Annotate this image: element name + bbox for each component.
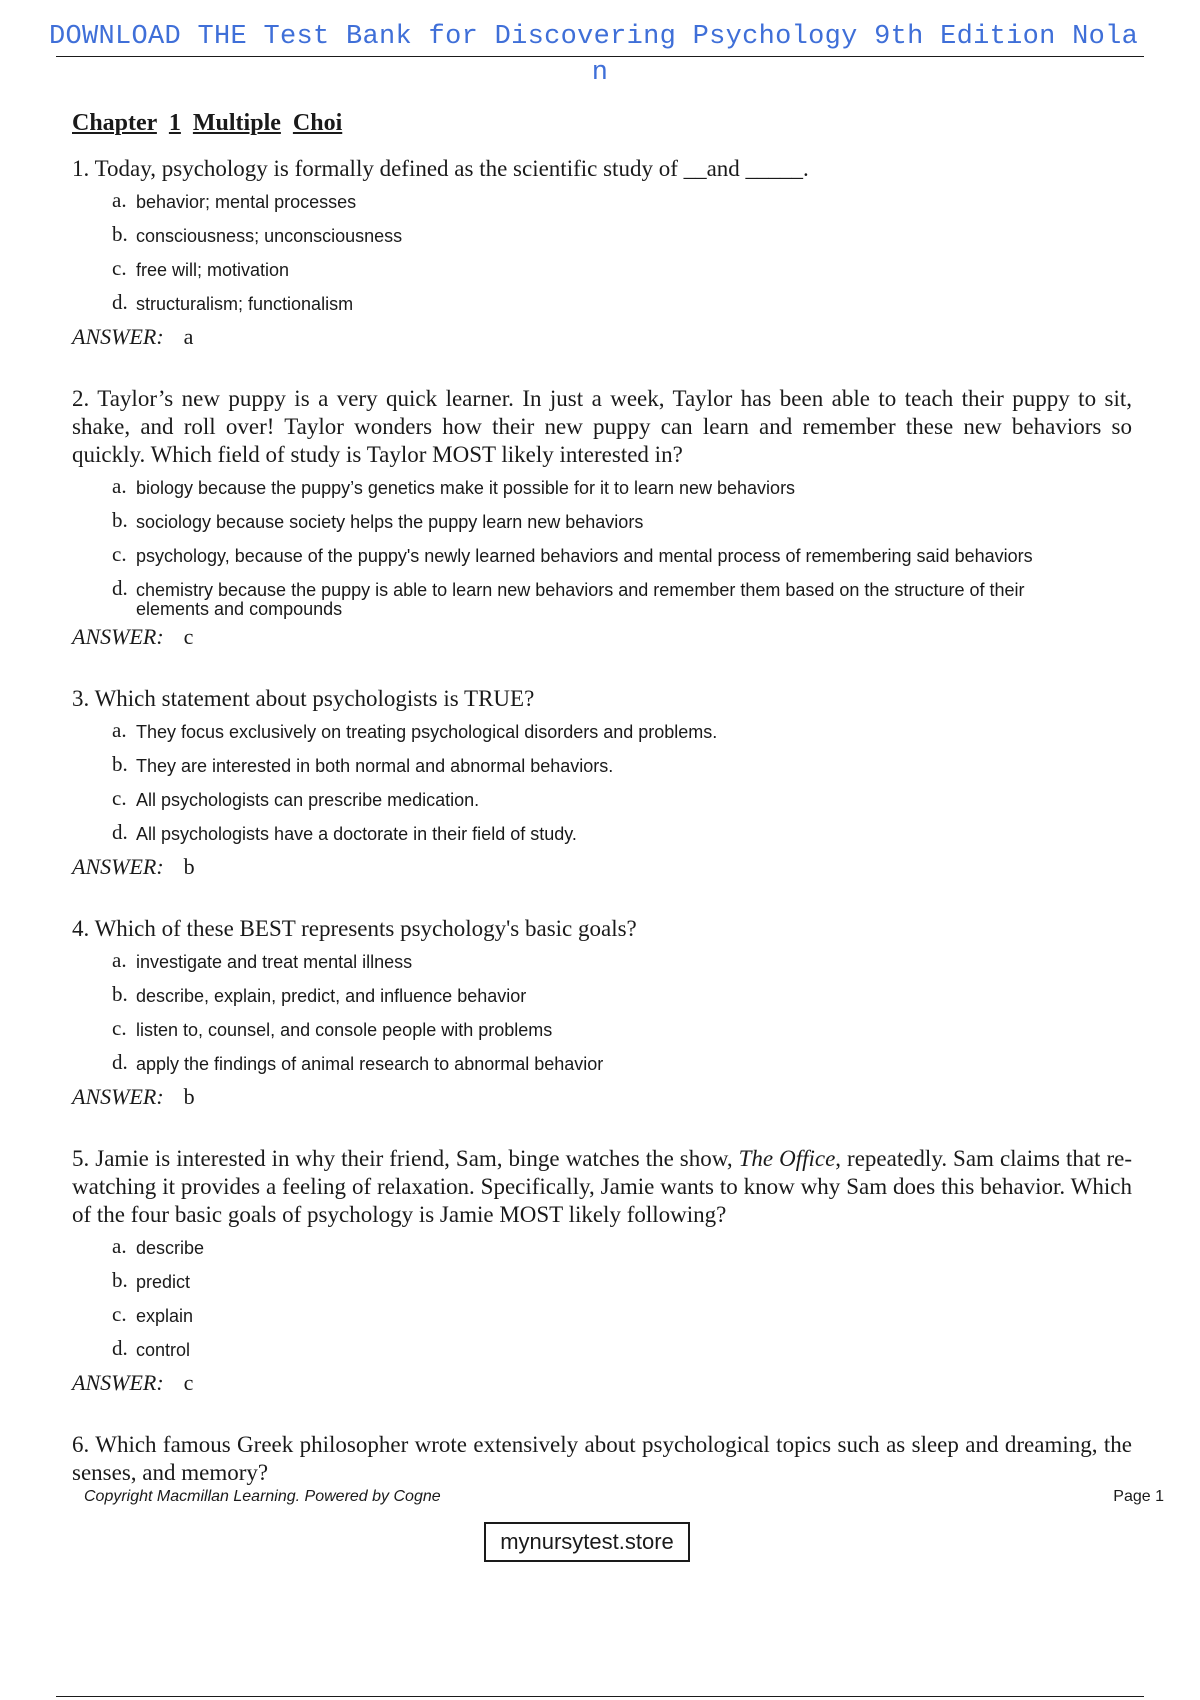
- chapter-word: Multiple: [192, 110, 281, 136]
- answer-line: [72, 623, 1152, 651]
- option-a: [112, 473, 1152, 503]
- option-text: predict: [136, 1272, 191, 1292]
- option-b: [112, 221, 1152, 251]
- answer-value: c: [183, 1370, 194, 1395]
- option-b: [112, 981, 1152, 1011]
- option-c: [112, 1015, 1152, 1045]
- answer-line: [72, 1083, 1152, 1111]
- option-text: chemistry because the puppy is able to learn new behaviors and remember them based on the structure of their elements and compounds: [136, 580, 1025, 619]
- option-d: [112, 1049, 1152, 1079]
- download-banner: [48, 20, 1152, 88]
- option-c: [112, 255, 1152, 285]
- site-watermark: mynursytest.store: [484, 1522, 690, 1562]
- question-text: 3. Which statement about psychologists is TRUE?: [72, 686, 535, 711]
- option-text: behavior; mental processes: [136, 192, 357, 212]
- option-d: [112, 819, 1152, 849]
- option-list: [112, 1233, 1152, 1365]
- option-letter: c.: [112, 1302, 127, 1326]
- answer-value: b: [183, 854, 195, 879]
- option-letter: a.: [112, 188, 127, 212]
- answer-label: ANSWER:: [72, 854, 164, 879]
- question-3: [72, 685, 1152, 881]
- question-text: 1. Today, psychology is formally defined as the scientific study of __and _____.: [72, 156, 809, 181]
- answer-line: [72, 323, 1152, 351]
- option-b: [112, 507, 1152, 537]
- option-text: apply the findings of animal research to abnormal behavior: [136, 1054, 604, 1074]
- option-text: consciousness; unconsciousness: [136, 226, 403, 246]
- option-a: [112, 947, 1152, 977]
- question-1: [72, 155, 1152, 351]
- option-text: listen to, counsel, and console people with problems: [136, 1020, 553, 1040]
- document-body: [72, 110, 1152, 1521]
- chapter-heading: [72, 110, 1152, 137]
- question-4: [72, 915, 1152, 1111]
- option-text: They are interested in both normal and abnormal behaviors.: [136, 756, 614, 776]
- question-5: [72, 1145, 1152, 1397]
- option-text: All psychologists can prescribe medication.: [136, 790, 480, 810]
- option-letter: a.: [112, 948, 127, 972]
- option-text: investigate and treat mental illness: [136, 952, 413, 972]
- answer-value: a: [183, 324, 194, 349]
- option-text: All psychologists have a doctorate in their field of study.: [136, 824, 577, 844]
- option-letter: b.: [112, 752, 128, 776]
- option-text: psychology, because of the puppy's newly learned behaviors and mental process of remembering said behaviors: [136, 546, 1033, 566]
- answer-label: ANSWER:: [72, 624, 164, 649]
- banner-title-line2: n: [591, 58, 609, 88]
- banner-underline: [56, 56, 1144, 57]
- option-letter: d.: [112, 820, 128, 844]
- answer-line: [72, 853, 1152, 881]
- option-letter: a.: [112, 474, 127, 498]
- copyright-notice: Copyright Macmillan Learning. Powered by Cogne: [84, 1488, 441, 1505]
- option-letter: a.: [112, 1234, 127, 1258]
- option-list: [112, 473, 1152, 619]
- option-a: [112, 187, 1152, 217]
- option-c: [112, 541, 1152, 571]
- option-b: [112, 751, 1152, 781]
- option-list: [112, 187, 1152, 319]
- option-a: [112, 1233, 1152, 1263]
- option-d: [112, 1335, 1152, 1365]
- option-letter: b.: [112, 1268, 128, 1292]
- question-2: [72, 385, 1152, 651]
- option-letter: c.: [112, 256, 127, 280]
- option-letter: d.: [112, 1336, 128, 1360]
- chapter-word: Choi: [292, 110, 343, 136]
- option-d: [112, 289, 1152, 319]
- option-letter: a.: [112, 718, 127, 742]
- answer-value: c: [183, 624, 194, 649]
- option-letter: d.: [112, 576, 128, 600]
- question-text: 4. Which of these BEST represents psychology's basic goals?: [72, 916, 637, 941]
- answer-label: ANSWER:: [72, 324, 164, 349]
- answer-label: ANSWER:: [72, 1370, 164, 1395]
- option-letter: d.: [112, 290, 128, 314]
- answer-label: ANSWER:: [72, 1084, 164, 1109]
- option-letter: c.: [112, 786, 127, 810]
- question-text: 6. Which famous Greek philosopher wrote extensively about psychological topics such as sleep and dreaming, the senses, and memory?: [72, 1432, 1132, 1485]
- show-title: The Office: [738, 1146, 836, 1171]
- option-text: free will; motivation: [136, 260, 290, 280]
- option-d: [112, 575, 1152, 619]
- option-text: describe, explain, predict, and influence behavior: [136, 986, 527, 1006]
- option-text: biology because the puppy’s genetics make it possible for it to learn new behaviors: [136, 478, 796, 498]
- question-6: [72, 1431, 1152, 1487]
- question-text-part: 5. Jamie is interested in why their friend, Sam, binge watches the show,: [72, 1146, 739, 1171]
- banner-title-line1: DOWNLOAD THE Test Bank for Discovering Psychology 9th Edition Nola: [49, 22, 1139, 52]
- question-text: [72, 1145, 1132, 1229]
- option-list: [112, 717, 1152, 849]
- question-text: 2. Taylor’s new puppy is a very quick learner. In just a week, Taylor has been able to teach their puppy to sit, shake, and roll over! Taylor wonders how their new puppy can learn and remember these new behaviors so quickly. Which field of study is Taylor MOST likely interested in?: [72, 386, 1132, 467]
- answer-line: [72, 1369, 1152, 1397]
- page-number: Page 1: [1113, 1488, 1164, 1505]
- question-text-part: , repeatedly. Sam claims that re-watching it provides a feeling of relaxation. Specifically, Jamie wants to know why Sam does this behavior. Which of the four basic goals of psychology is Jamie MOST likely following?: [72, 1146, 1132, 1227]
- option-c: [112, 785, 1152, 815]
- option-text: explain: [136, 1306, 194, 1326]
- bottom-divider: [56, 1696, 1144, 1697]
- option-text: describe: [136, 1238, 205, 1258]
- option-text: structuralism; functionalism: [136, 294, 354, 314]
- option-letter: b.: [112, 508, 128, 532]
- option-list: [112, 947, 1152, 1079]
- option-a: [112, 717, 1152, 747]
- option-letter: b.: [112, 982, 128, 1006]
- option-text: control: [136, 1340, 191, 1360]
- option-text: sociology because society helps the puppy learn new behaviors: [136, 512, 644, 532]
- option-text: They focus exclusively on treating psychological disorders and problems.: [136, 722, 718, 742]
- chapter-number: 1: [168, 110, 181, 136]
- option-b: [112, 1267, 1152, 1297]
- option-letter: b.: [112, 222, 128, 246]
- option-letter: c.: [112, 542, 127, 566]
- option-letter: d.: [112, 1050, 128, 1074]
- chapter-word: Chapter: [72, 110, 157, 136]
- answer-value: b: [183, 1084, 195, 1109]
- option-letter: c.: [112, 1016, 127, 1040]
- option-c: [112, 1301, 1152, 1331]
